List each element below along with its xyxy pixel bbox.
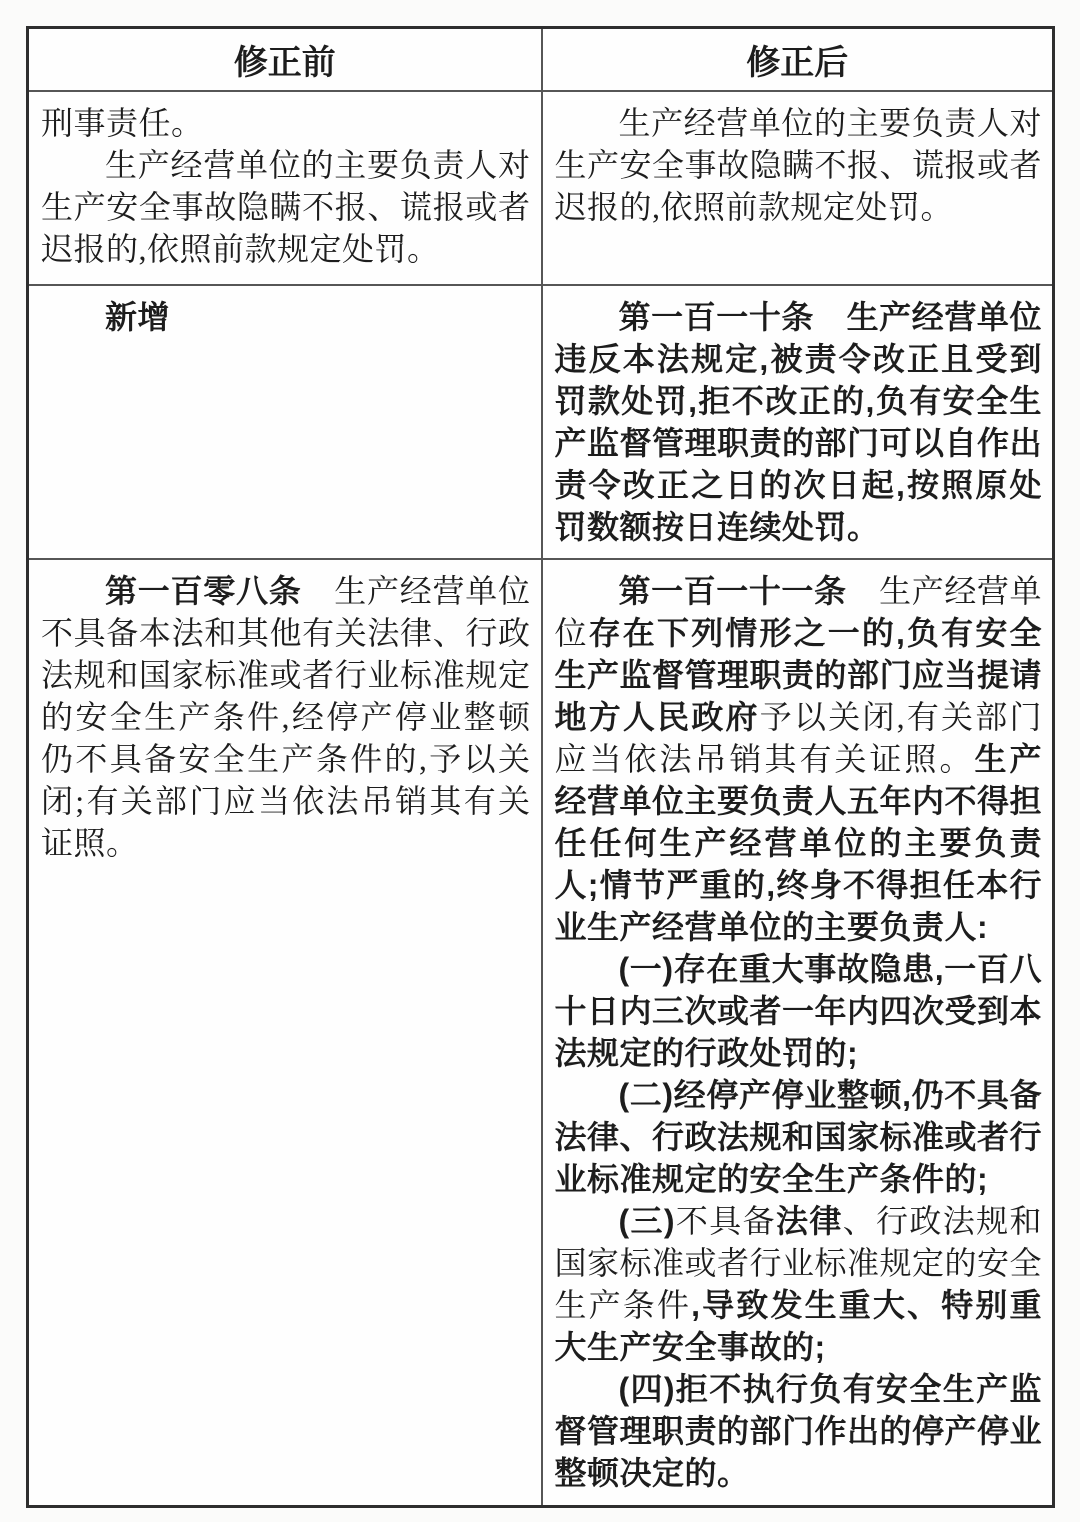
- paragraph: [41, 296, 531, 338]
- cell-after-row-2: [542, 285, 1054, 559]
- paragraph: [555, 948, 1043, 1074]
- paragraph: [555, 1368, 1043, 1494]
- cell-after-row-1: [542, 91, 1054, 285]
- bold-text-run: 生产经营单位主要负责人五年内不得担任任何生产经营单位的主要负责人;情节严重的,终身不得担任本行业生产经营单位的主要负责人:: [554, 741, 1043, 945]
- bold-text-run: 第一百一十一条: [618, 573, 847, 609]
- text-run: 、行政法规和国家标准或者行业标准规定的安全生产条件: [554, 1203, 1043, 1323]
- text-run: 生产经营单位的主要负责人对生产安全事故隐瞒不报、谎报或者迟报的,依照前款规定处罚。: [554, 105, 1043, 225]
- bold-text-run: (三): [618, 1203, 676, 1239]
- cell-before-row-3: [28, 559, 542, 1507]
- paragraph: [555, 1074, 1043, 1200]
- paragraph: [555, 102, 1043, 228]
- bold-text-run: 存在下列情形之一的,负有安全生产监督管理职责的部门应当提请地方人民政府: [554, 615, 1043, 735]
- amendment-comparison-table: [26, 26, 1055, 1508]
- cell-before-row-2: [28, 285, 542, 559]
- table-row: [28, 91, 1054, 285]
- paragraph: [41, 570, 531, 864]
- cell-after-row-3: [542, 559, 1054, 1507]
- header-before: 修正前: [28, 28, 542, 92]
- bold-text-run: ,导致发生重大、特别重大生产安全事故的;: [554, 1287, 1042, 1365]
- bold-text-run: 第一百零八条: [105, 573, 302, 609]
- text-run: 予以关闭,有关部门应当依法吊销其有关证照。: [554, 699, 1042, 777]
- bold-text-run: (一)存在重大事故隐患,一百八十日内三次或者一年内四次受到本法规定的行政处罚的;: [554, 951, 1043, 1071]
- table-row: [28, 285, 1054, 559]
- bold-text-run: 生产经营单位违反本法规定,被责令改正且受到罚款处罚,拒不改正的,负有安全生产监督管理职责的部门可以自作出责令改正之日的次日起,按照原处罚数额按日连续处罚。: [554, 299, 1043, 545]
- text-run: 生产经营单位的主要负责人对生产安全事故隐瞒不报、谎报或者迟报的,依照前款规定处罚。: [41, 147, 531, 267]
- paragraph: [41, 144, 531, 270]
- text-run: [814, 299, 847, 335]
- bold-text-run: (二)经停产停业整顿,仍不具备法律、行政法规和国家标准或者行业标准规定的安全生产条件的;: [554, 1077, 1043, 1197]
- paragraph: [555, 1200, 1043, 1368]
- table-row: [28, 559, 1054, 1507]
- paragraph: [555, 296, 1043, 548]
- paragraph: [555, 570, 1043, 948]
- bold-text-run: 法律: [775, 1203, 843, 1239]
- bold-text-run: 第一百一十条: [618, 299, 814, 335]
- text-run: 不具备: [675, 1203, 776, 1239]
- bold-text-run: (四)拒不执行负有安全生产监督管理职责的部门作出的停产停业整顿决定的。: [554, 1371, 1043, 1491]
- text-run: 生产经营单位不具备本法和其他有关法律、行政法规和国家标准或者行业标准规定的安全生产条件,经停产停业整顿仍不具备安全生产条件的,予以关闭;有关部门应当依法吊销其有关证照。: [41, 573, 531, 861]
- paragraph: [41, 102, 531, 144]
- cell-before-row-1: [28, 91, 542, 285]
- header-after: 修正后: [542, 28, 1054, 92]
- text-run: 生产经营单位: [554, 573, 1042, 651]
- header-row: [28, 28, 1054, 92]
- bold-text-run: 新增: [105, 299, 171, 335]
- text-run: 刑事责任。: [41, 105, 204, 141]
